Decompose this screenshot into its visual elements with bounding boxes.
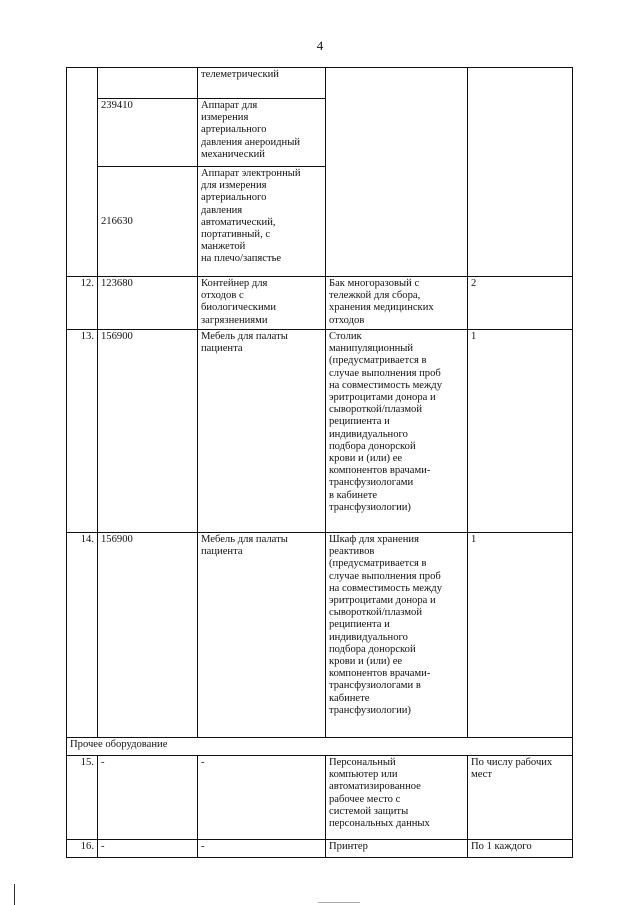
table-row [67, 68, 573, 99]
table-row [67, 277, 573, 330]
quantity-cell: 2 [468, 277, 573, 330]
row-number-cell: 14. [67, 533, 98, 738]
item-name-cell: - [198, 756, 326, 840]
code-cell: 239410 [98, 99, 198, 167]
table-row [67, 756, 573, 840]
item-name-cell: - [198, 840, 326, 858]
description-cell: Шкаф для хранения реактивов (предусматривается в случае выполнения проб на совместимость между эритроцитами донора и сывороткой/плазмой реципиента и индивидуального подбора донорской крови и (или) ее компонентов врачами- трансфузиологами в кабинете трансфузиологии) [326, 533, 468, 738]
equipment-table [66, 67, 573, 858]
page-number: 4 [316, 38, 324, 53]
code-cell: - [98, 840, 198, 858]
description-cell [326, 68, 468, 277]
description-cell: Бак многоразовый с тележкой для сбора, хранения медицинских отходов [326, 277, 468, 330]
quantity-cell: По числу рабочих мест [468, 756, 573, 840]
row-number-cell: 16. [67, 840, 98, 858]
item-name-cell: Аппарат электронный для измерения артериального давления автоматический, портативный, с манжетой на плечо/запястье [198, 167, 326, 277]
description-cell: Столик манипуляционный (предусматривается в случае выполнения проб на совместимость между эритроцитами донора и сывороткой/плазмой реципиента и индивидуального подбора донорской крови и (или) ее компонентов врачами- трансфузиологами в кабинете трансфузиологии) [326, 330, 468, 533]
code-cell: 156900 [98, 533, 198, 738]
quantity-cell [468, 68, 573, 277]
row-number-cell: 12. [67, 277, 98, 330]
quantity-cell: 1 [468, 533, 573, 738]
item-name-cell: Мебель для палаты пациента [198, 330, 326, 533]
code-cell [98, 68, 198, 99]
item-name-cell: Мебель для палаты пациента [198, 533, 326, 738]
section-row [67, 738, 573, 756]
code-cell: 216630 [98, 167, 198, 277]
table-row [67, 330, 573, 533]
description-cell: Принтер [326, 840, 468, 858]
code-cell: - [98, 756, 198, 840]
quantity-cell: По 1 каждого [468, 840, 573, 858]
item-name-cell: Аппарат для измерения артериального давления анероидный механический [198, 99, 326, 167]
row-number-cell: 13. [67, 330, 98, 533]
item-name-cell: телеметрический [198, 68, 326, 99]
scan-edge-line [318, 902, 360, 903]
code-cell: 156900 [98, 330, 198, 533]
row-number-cell [67, 68, 98, 277]
code-cell: 123680 [98, 277, 198, 330]
description-cell: Персональный компьютер или автоматизированное рабочее место с системой защиты персональных данных [326, 756, 468, 840]
table-row [67, 533, 573, 738]
quantity-cell: 1 [468, 330, 573, 533]
section-heading: Прочее оборудование [67, 738, 573, 756]
table-row [67, 840, 573, 858]
scan-edge-line [14, 884, 15, 905]
row-number-cell: 15. [67, 756, 98, 840]
item-name-cell: Контейнер для отходов с биологическими загрязнениями [198, 277, 326, 330]
